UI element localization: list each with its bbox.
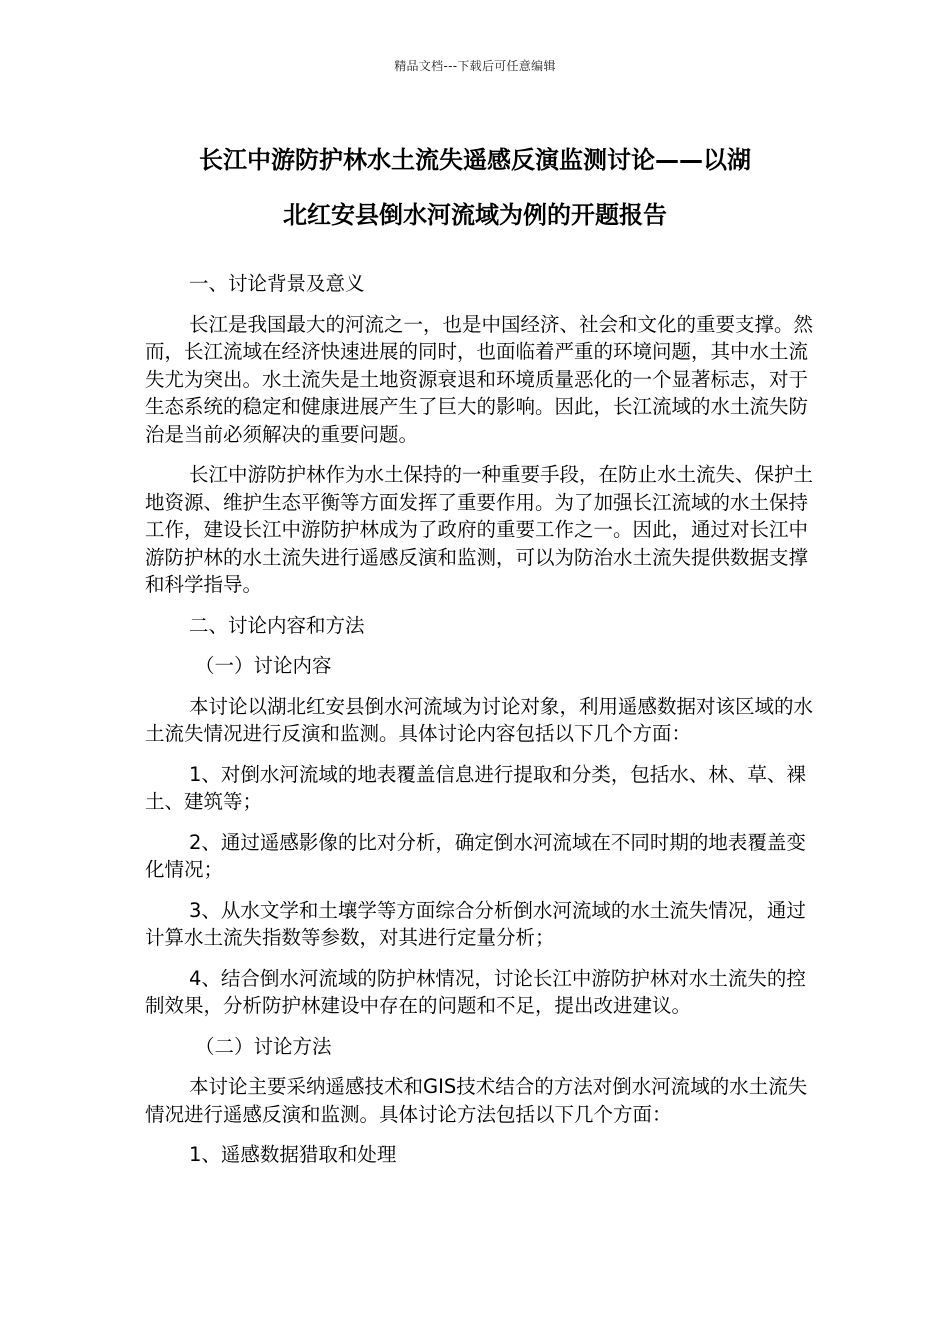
- page-header: 精品文档---下载后可任意编辑: [394, 59, 556, 73]
- list-item-content-3: 3、从水文学和土壤学等方面综合分析倒水河流域的水土流失情况，通过计算水土流失指数等参数，对其进行定量分析；: [145, 898, 806, 949]
- subsection-heading-content: （一）讨论内容: [195, 654, 332, 677]
- paragraph-content-intro: 本讨论以湖北红安县倒水河流域为讨论对象，利用遥感数据对该区域的水土流失情况进行反演和监测。具体讨论内容包括以下几个方面：: [145, 694, 814, 745]
- list-item-content-2: 2、通过遥感影像的比对分析，确定倒水河流域在不同时期的地表覆盖变化情况；: [145, 830, 806, 881]
- document-title-line-1: 长江中游防护林水土流失遥感反演监测讨论——以湖: [199, 146, 751, 174]
- section-heading-content-methods: 二、讨论内容和方法: [189, 613, 365, 637]
- list-item-content-4: 4、结合倒水河流域的防护林情况，讨论长江中游防护林对水土流失的控制效果，分析防护林建设中存在的问题和不足，提出改进建议。: [145, 966, 806, 1017]
- subsection-heading-methods: （二）讨论方法: [195, 1034, 332, 1058]
- document-title-line-2: 北红安县倒水河流域为例的开题报告: [283, 201, 667, 229]
- paragraph-methods-intro: 本讨论主要采纳遥感技术和GIS技术结合的方法对倒水河流域的水土流失情况进行遥感反演和监测。具体讨论方法包括以下几个方面：: [145, 1075, 808, 1126]
- document-body: [145, 270, 815, 1182]
- section-heading-background: 一、讨论背景及意义: [189, 272, 365, 295]
- document-title: [140, 133, 810, 243]
- list-item-content-1: 1、对倒水河流域的地表覆盖信息进行提取和分类，包括水、林、草、裸土、建筑等；: [145, 762, 806, 813]
- list-item-method-1: 1、遥感数据猎取和处理: [189, 1143, 397, 1166]
- paragraph-background-2: 长江中游防护林作为水土保持的一种重要手段，在防止水土流失、保护土地资源、维护生态平衡等方面发挥了重要作用。为了加强长江流域的水土保持工作，建设长江中游防护林成为了政府的重要工作之一。因此，通过对长江中游防护林的水土流失进行遥感反演和监测，可以为防治水土流失提供数据支撑和科学指导。: [145, 463, 814, 596]
- paragraph-background-1: 长江是我国最大的河流之一，也是中国经济、社会和文化的重要支撑。然而，长江流域在经济快速进展的同时，也面临着严重的环境问题，其中水土流失尤为突出。水土流失是土地资源衰退和环境质量恶化的一个显著标志，对于生态系统的稳定和健康进展产生了巨大的影响。因此，长江流域的水土流失防治是当前必须解决的重要问题。: [145, 312, 814, 446]
